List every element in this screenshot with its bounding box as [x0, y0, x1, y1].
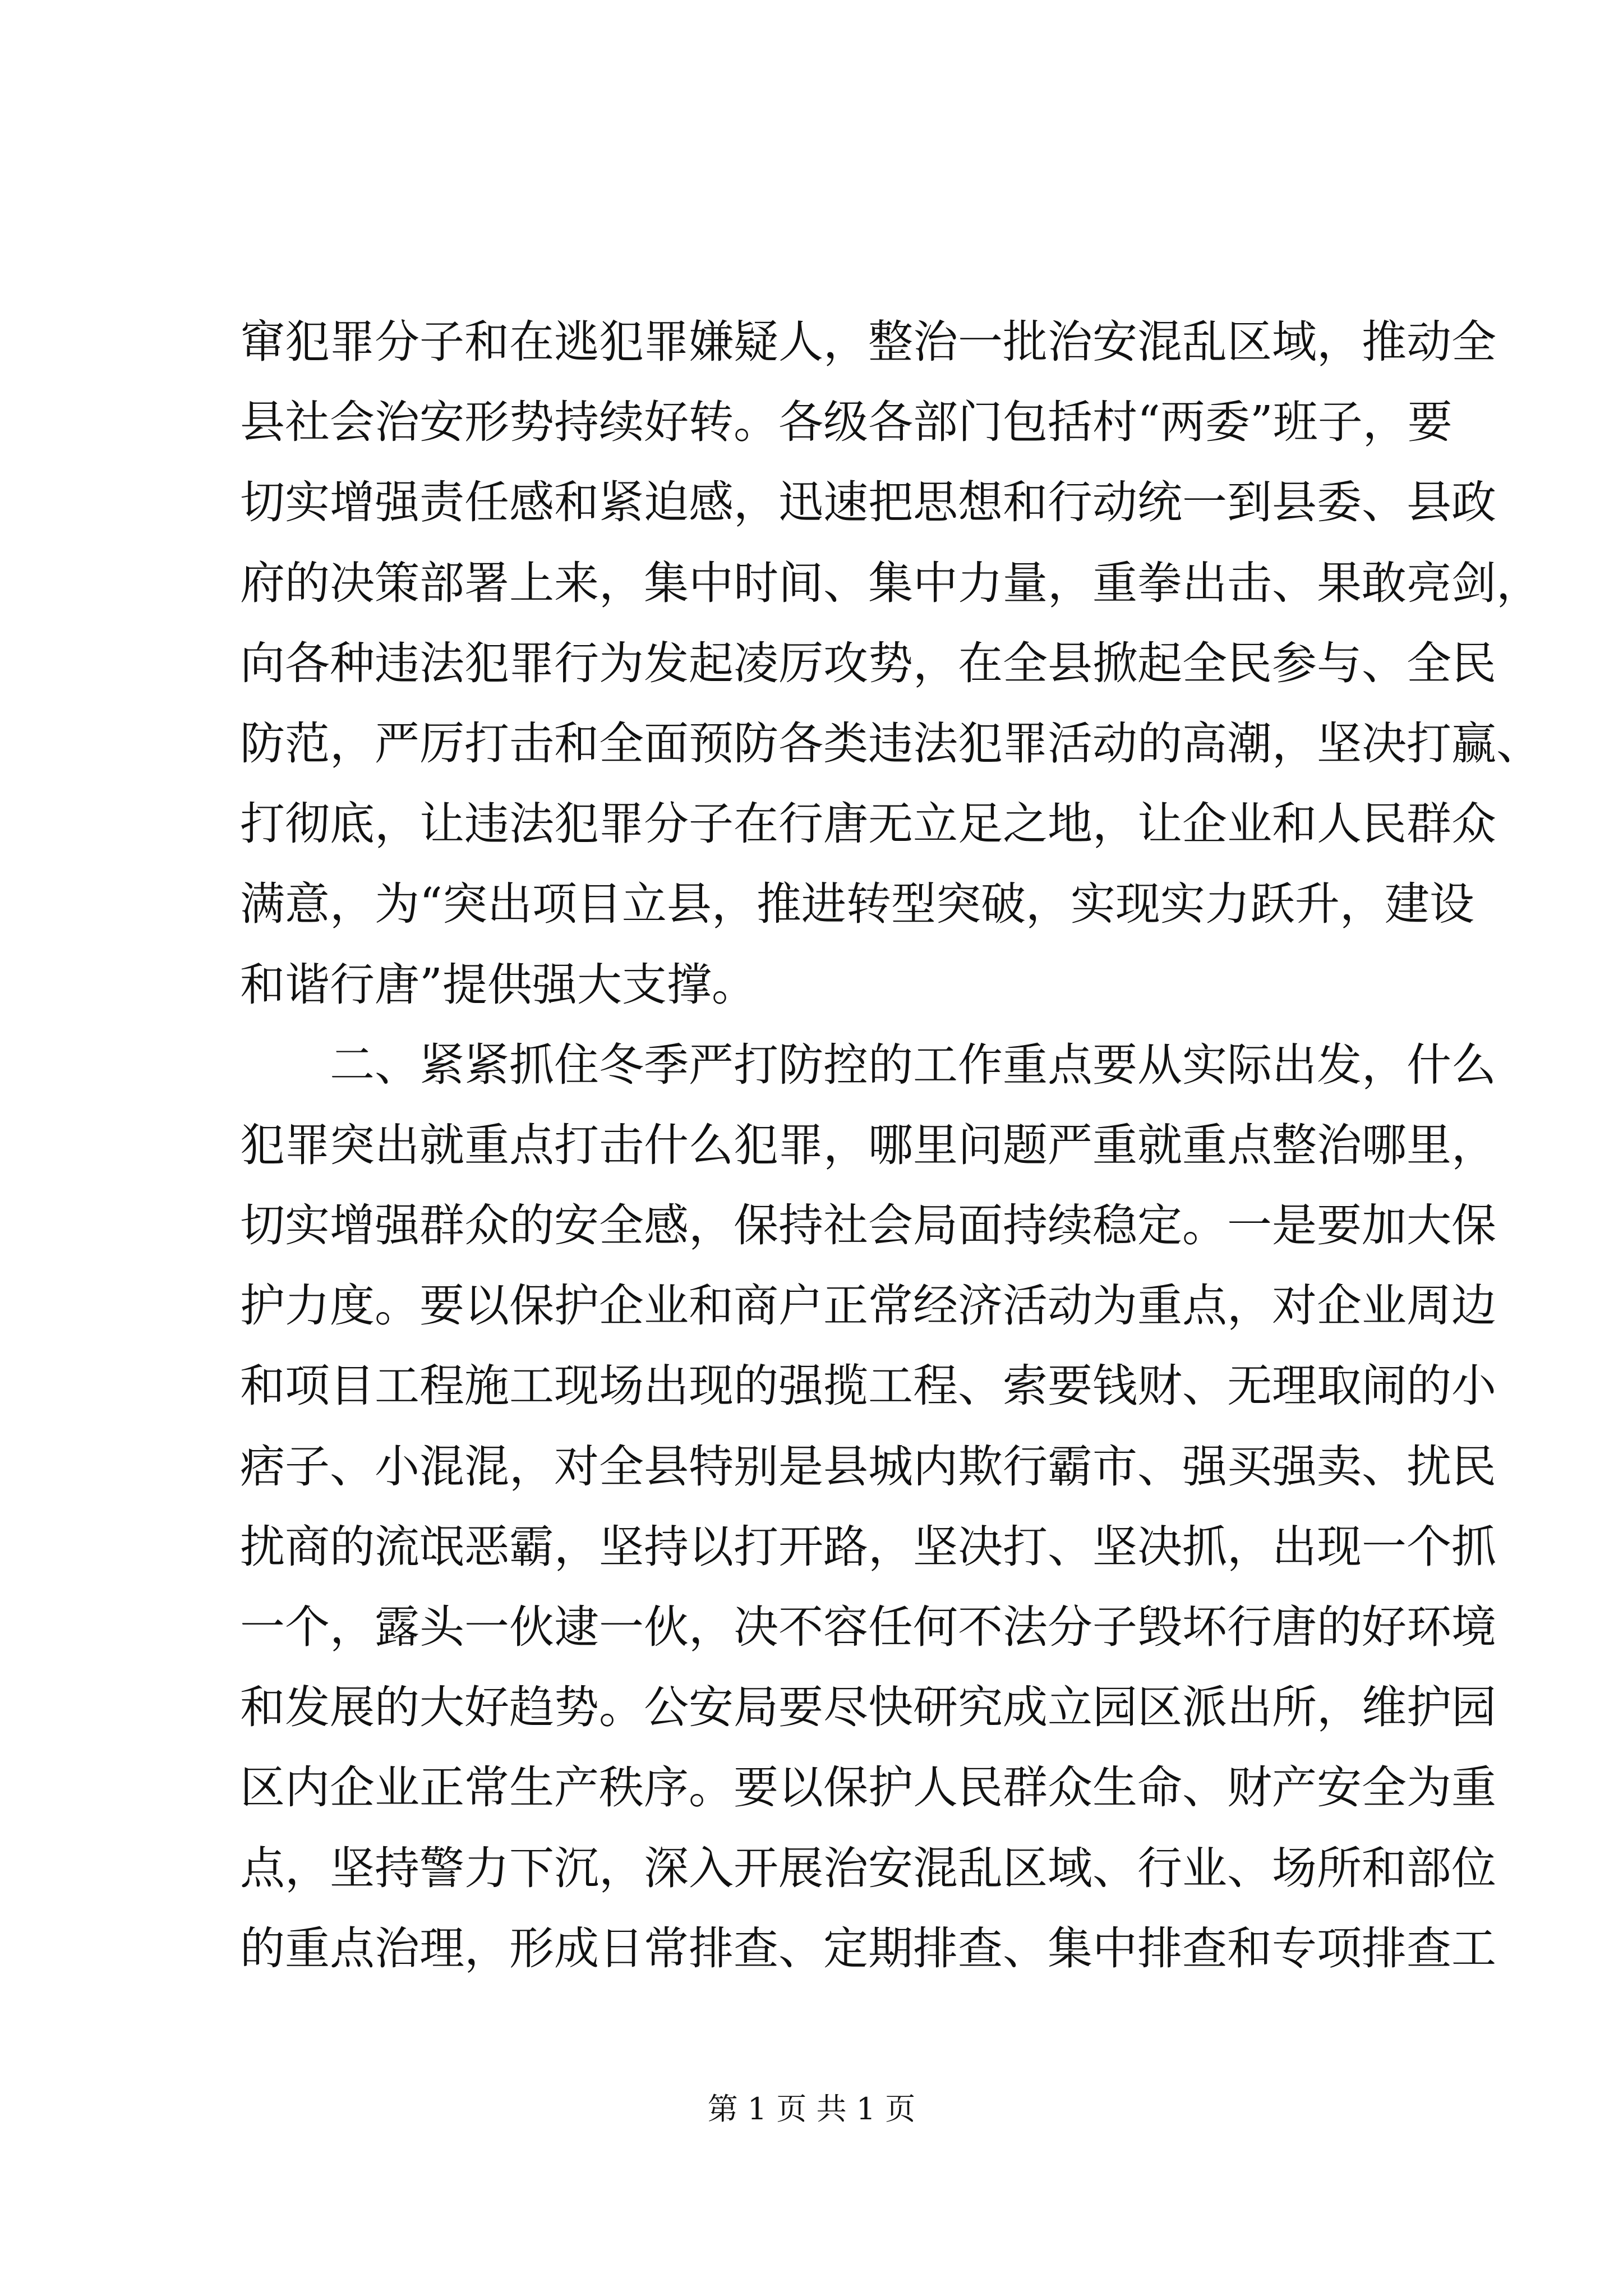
paragraph-1-line: 县社会治安形势持续好转。各级各部门包括村“两委”班子，要	[240, 396, 1453, 449]
paragraph-1-line: 窜犯罪分子和在逃犯罪嫌疑人，整治一批治安混乱区域，推动全	[240, 316, 1496, 368]
paragraph-2-line: 点，坚持警力下沉，深入开展治安混乱区域、行业、场所和部位	[240, 1842, 1496, 1894]
paragraph-1-line: 切实增强责任感和紧迫感，迅速把思想和行动统一到县委、县政	[240, 476, 1496, 529]
paragraph-2-line: 切实增强群众的安全感，保持社会局面持续稳定。一是要加大保	[240, 1199, 1496, 1252]
paragraph-2-line: 的重点治理，形成日常排查、定期排查、集中排查和专项排查工	[240, 1922, 1496, 1975]
paragraph-2-line: 区内企业正常生产秩序。要以保护人民群众生命、财产安全为重	[240, 1761, 1496, 1814]
paragraph-2-line: 和发展的大好趋势。公安局要尽快研究成立园区派出所，维护园	[240, 1681, 1496, 1734]
body-text	[240, 302, 1541, 1989]
paragraph-2-line: 和项目工程施工现场出现的强揽工程、索要钱财、无理取闹的小	[240, 1360, 1496, 1412]
paragraph-1-line: 打彻底，让违法犯罪分子在行唐无立足之地，让企业和人民群众	[240, 798, 1496, 850]
paragraph-2-line: 痞子、小混混，对全县特别是县城内欺行霸市、强买强卖、扰民	[240, 1440, 1496, 1493]
paragraph-2-line: 扰商的流氓恶霸，坚持以打开路，坚决打、坚决抓，出现一个抓	[240, 1520, 1496, 1573]
paragraph-2-line: 二、紧紧抓住冬季严打防控的工作重点要从实际出发，什么	[330, 1038, 1496, 1091]
paragraph-1-line: 满意，为“突出项目立县，推进转型突破，实现实力跃升，建设	[240, 878, 1474, 931]
page-footer: 第 1 页 共 1 页	[707, 2091, 916, 2127]
paragraph-1-line: 和谐行唐”提供强大支撑。	[240, 958, 757, 1011]
paragraph-2-line: 犯罪突出就重点打击什么犯罪，哪里问题严重就重点整治哪里，	[240, 1119, 1496, 1171]
paragraph-1-line: 府的决策部署上来，集中时间、集中力量，重拳出击、果敢亮剑，	[240, 556, 1541, 609]
paragraph-1-line: 向各种违法犯罪行为发起凌厉攻势，在全县掀起全民参与、全民	[240, 637, 1496, 689]
paragraph-2-line: 一个，露头一伙逮一伙，决不容任何不法分子毁坏行唐的好环境	[240, 1601, 1496, 1653]
paragraph-2-line: 护力度。要以保护企业和商户正常经济活动为重点，对企业周边	[240, 1280, 1496, 1332]
paragraph-1-line: 防范，严厉打击和全面预防各类违法犯罪活动的高潮，坚决打赢、	[240, 717, 1541, 770]
